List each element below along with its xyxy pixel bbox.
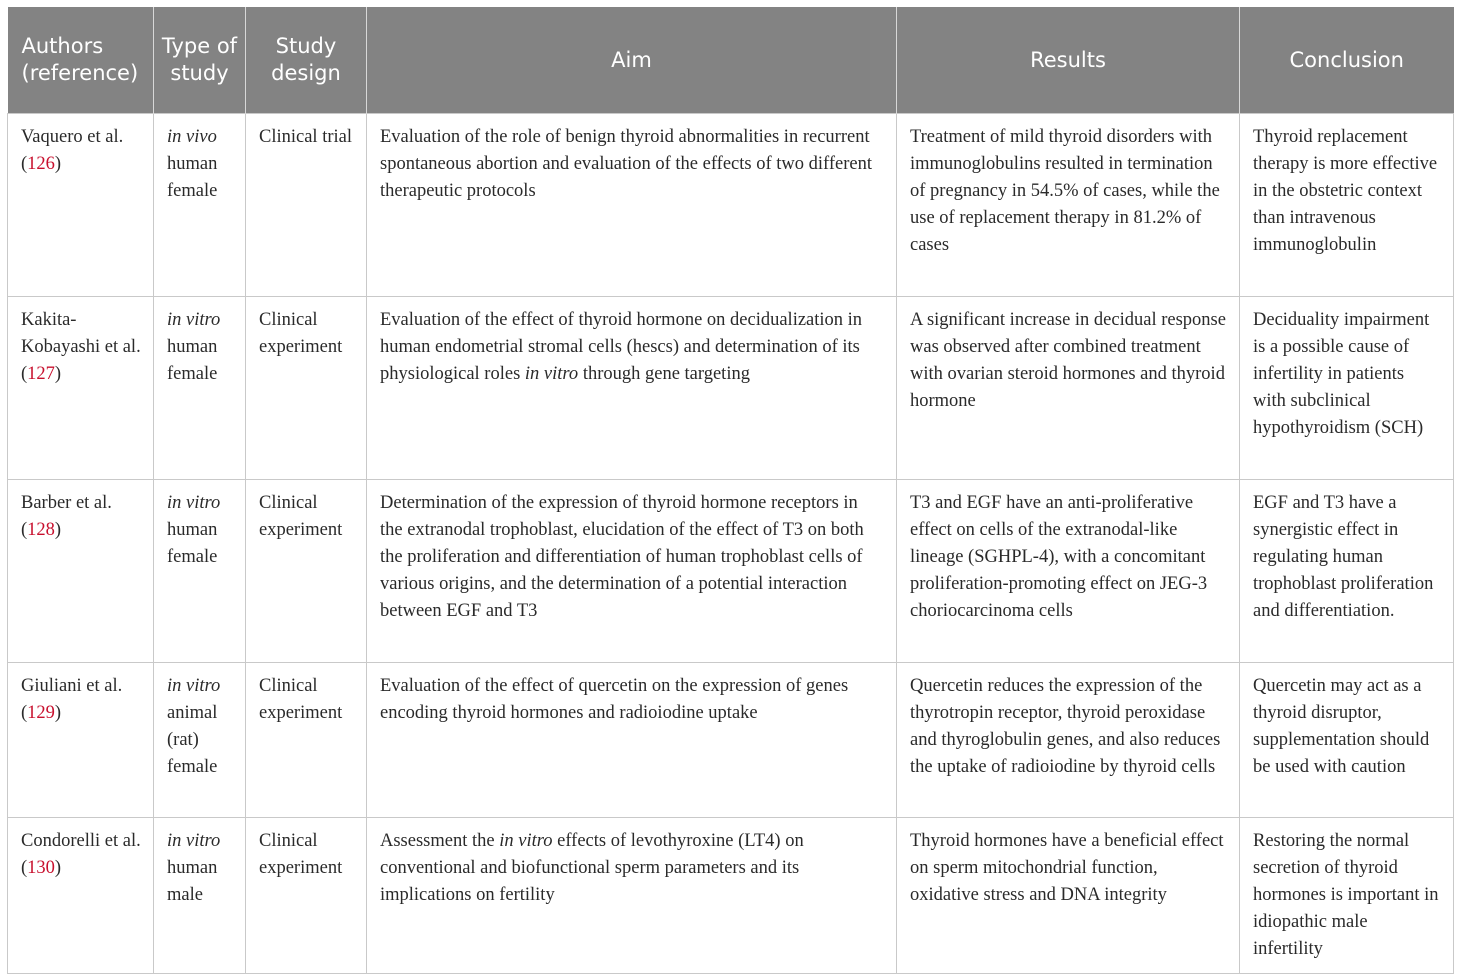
header-authors: Authors (reference) <box>8 7 154 114</box>
design-cell: Clinical experiment <box>246 663 367 818</box>
reference-link[interactable]: 126 <box>27 154 55 174</box>
aim-text: effects of levothyroxine (LT4) on conventional and biofunctional sperm parameters and its implications on fertility <box>380 831 804 905</box>
type-cell <box>154 480 246 663</box>
conclusion-cell: Deciduality impairment is a possible cause of infertility in patients with subclinical hypothyroidism (SCH) <box>1240 297 1454 480</box>
aim-cell <box>367 480 897 663</box>
results-cell: T3 and EGF have an anti-proliferative effect on cells of the extranodal-like lineage (SGHPL-4), with a concomitant proliferation-promoting effect on JEG-3 choriocarcinoma cells <box>897 480 1240 663</box>
aim-cell <box>367 663 897 818</box>
header-conclusion: Conclusion <box>1240 7 1454 114</box>
aim-text: Determination of the expression of thyroid hormone receptors in the extranodal trophoblast, elucidation of the effect of T3 on both the proliferation and differentiation of human trophoblast cells of various origins, and the determination of a potential interaction between EGF and T3 <box>380 493 864 621</box>
table-row <box>8 297 1454 480</box>
aim-text: Assessment the <box>380 831 495 851</box>
table-row <box>8 818 1454 974</box>
aim-text: Evaluation of the effect of thyroid hormone on decidualization in human endometrial stromal cells (hescs) and determination of its physiological roles <box>380 310 863 384</box>
design-cell: Clinical experiment <box>246 818 367 974</box>
conclusion-cell: EGF and T3 have a synergistic effect in regulating human trophoblast proliferation and differentiation. <box>1240 480 1454 663</box>
author-cell: Kakita-Kobayashi et al. (127) <box>8 297 154 480</box>
results-cell: Thyroid hormones have a beneficial effect on sperm mitochondrial function, oxidative stress and DNA integrity <box>897 818 1240 974</box>
study-setting: in vitro <box>167 310 221 330</box>
author-cell: Giuliani et al. (129) <box>8 663 154 818</box>
reference-link[interactable]: 130 <box>27 858 55 878</box>
results-cell: A significant increase in decidual response was observed after combined treatment with ovarian steroid hormones and thyroid hormone <box>897 297 1240 480</box>
results-cell: Quercetin reduces the expression of the thyrotropin receptor, thyroid peroxidase and thyroglobulin genes, and also reduces the uptake of radioiodine by thyroid cells <box>897 663 1240 818</box>
type-cell <box>154 297 246 480</box>
type-cell <box>154 818 246 974</box>
design-cell: Clinical experiment <box>246 297 367 480</box>
table-row <box>8 114 1454 297</box>
header-type: Type of study <box>154 7 246 114</box>
author-cell: Vaquero et al. (126) <box>8 114 154 297</box>
header-results: Results <box>897 7 1240 114</box>
header-design: Study design <box>246 7 367 114</box>
author-name: Barber et al. <box>21 493 112 513</box>
type-cell <box>154 663 246 818</box>
subject: human male <box>167 858 218 905</box>
subject: human female <box>167 337 218 384</box>
conclusion-cell: Restoring the normal secretion of thyroid hormones is important in idiopathic male infertility <box>1240 818 1454 974</box>
type-cell <box>154 114 246 297</box>
design-cell: Clinical trial <box>246 114 367 297</box>
table-row <box>8 663 1454 818</box>
aim-text: Evaluation of the effect of quercetin on the expression of genes encoding thyroid hormones and radioiodine uptake <box>380 676 849 723</box>
author-name: Condorelli et al. <box>21 831 141 851</box>
study-setting: in vivo <box>167 127 217 147</box>
aim-italic: in vitro <box>499 831 553 851</box>
header-row <box>8 7 1454 114</box>
reference-link[interactable]: 128 <box>27 520 55 540</box>
results-cell: Treatment of mild thyroid disorders with immunoglobulins resulted in termination of pregnancy in 54.5% of cases, while the use of replacement therapy in 81.2% of cases <box>897 114 1240 297</box>
header-aim: Aim <box>367 7 897 114</box>
table-row <box>8 480 1454 663</box>
author-name: Vaquero et al. <box>21 127 124 147</box>
aim-cell <box>367 114 897 297</box>
aim-italic: in vitro <box>524 364 579 384</box>
author-cell: Barber et al. (128) <box>8 480 154 663</box>
author-name: Giuliani et al. <box>21 676 123 696</box>
conclusion-cell: Thyroid replacement therapy is more effective in the obstetric context than intravenous immunoglobulin <box>1240 114 1454 297</box>
subject: animal (rat) female <box>167 703 218 777</box>
study-setting: in vitro <box>167 493 221 513</box>
design-cell: Clinical experiment <box>246 480 367 663</box>
aim-cell <box>367 818 897 974</box>
author-cell: Condorelli et al. (130) <box>8 818 154 974</box>
study-setting: in vitro <box>167 676 221 696</box>
aim-cell <box>367 297 897 480</box>
study-setting: in vitro <box>167 831 221 851</box>
subject: human female <box>167 520 218 567</box>
conclusion-cell: Quercetin may act as a thyroid disruptor, supplementation should be used with caution <box>1240 663 1454 818</box>
aim-text: through gene targeting <box>582 364 750 384</box>
aim-text: Evaluation of the role of benign thyroid abnormalities in recurrent spontaneous abortion and evaluation of the effects of two different therapeutic protocols <box>380 127 872 201</box>
studies-table <box>7 7 1454 974</box>
subject: human female <box>167 154 218 201</box>
author-name: Kakita-Kobayashi et al. <box>21 310 141 357</box>
reference-link[interactable]: 129 <box>27 703 55 723</box>
reference-link[interactable]: 127 <box>27 364 55 384</box>
